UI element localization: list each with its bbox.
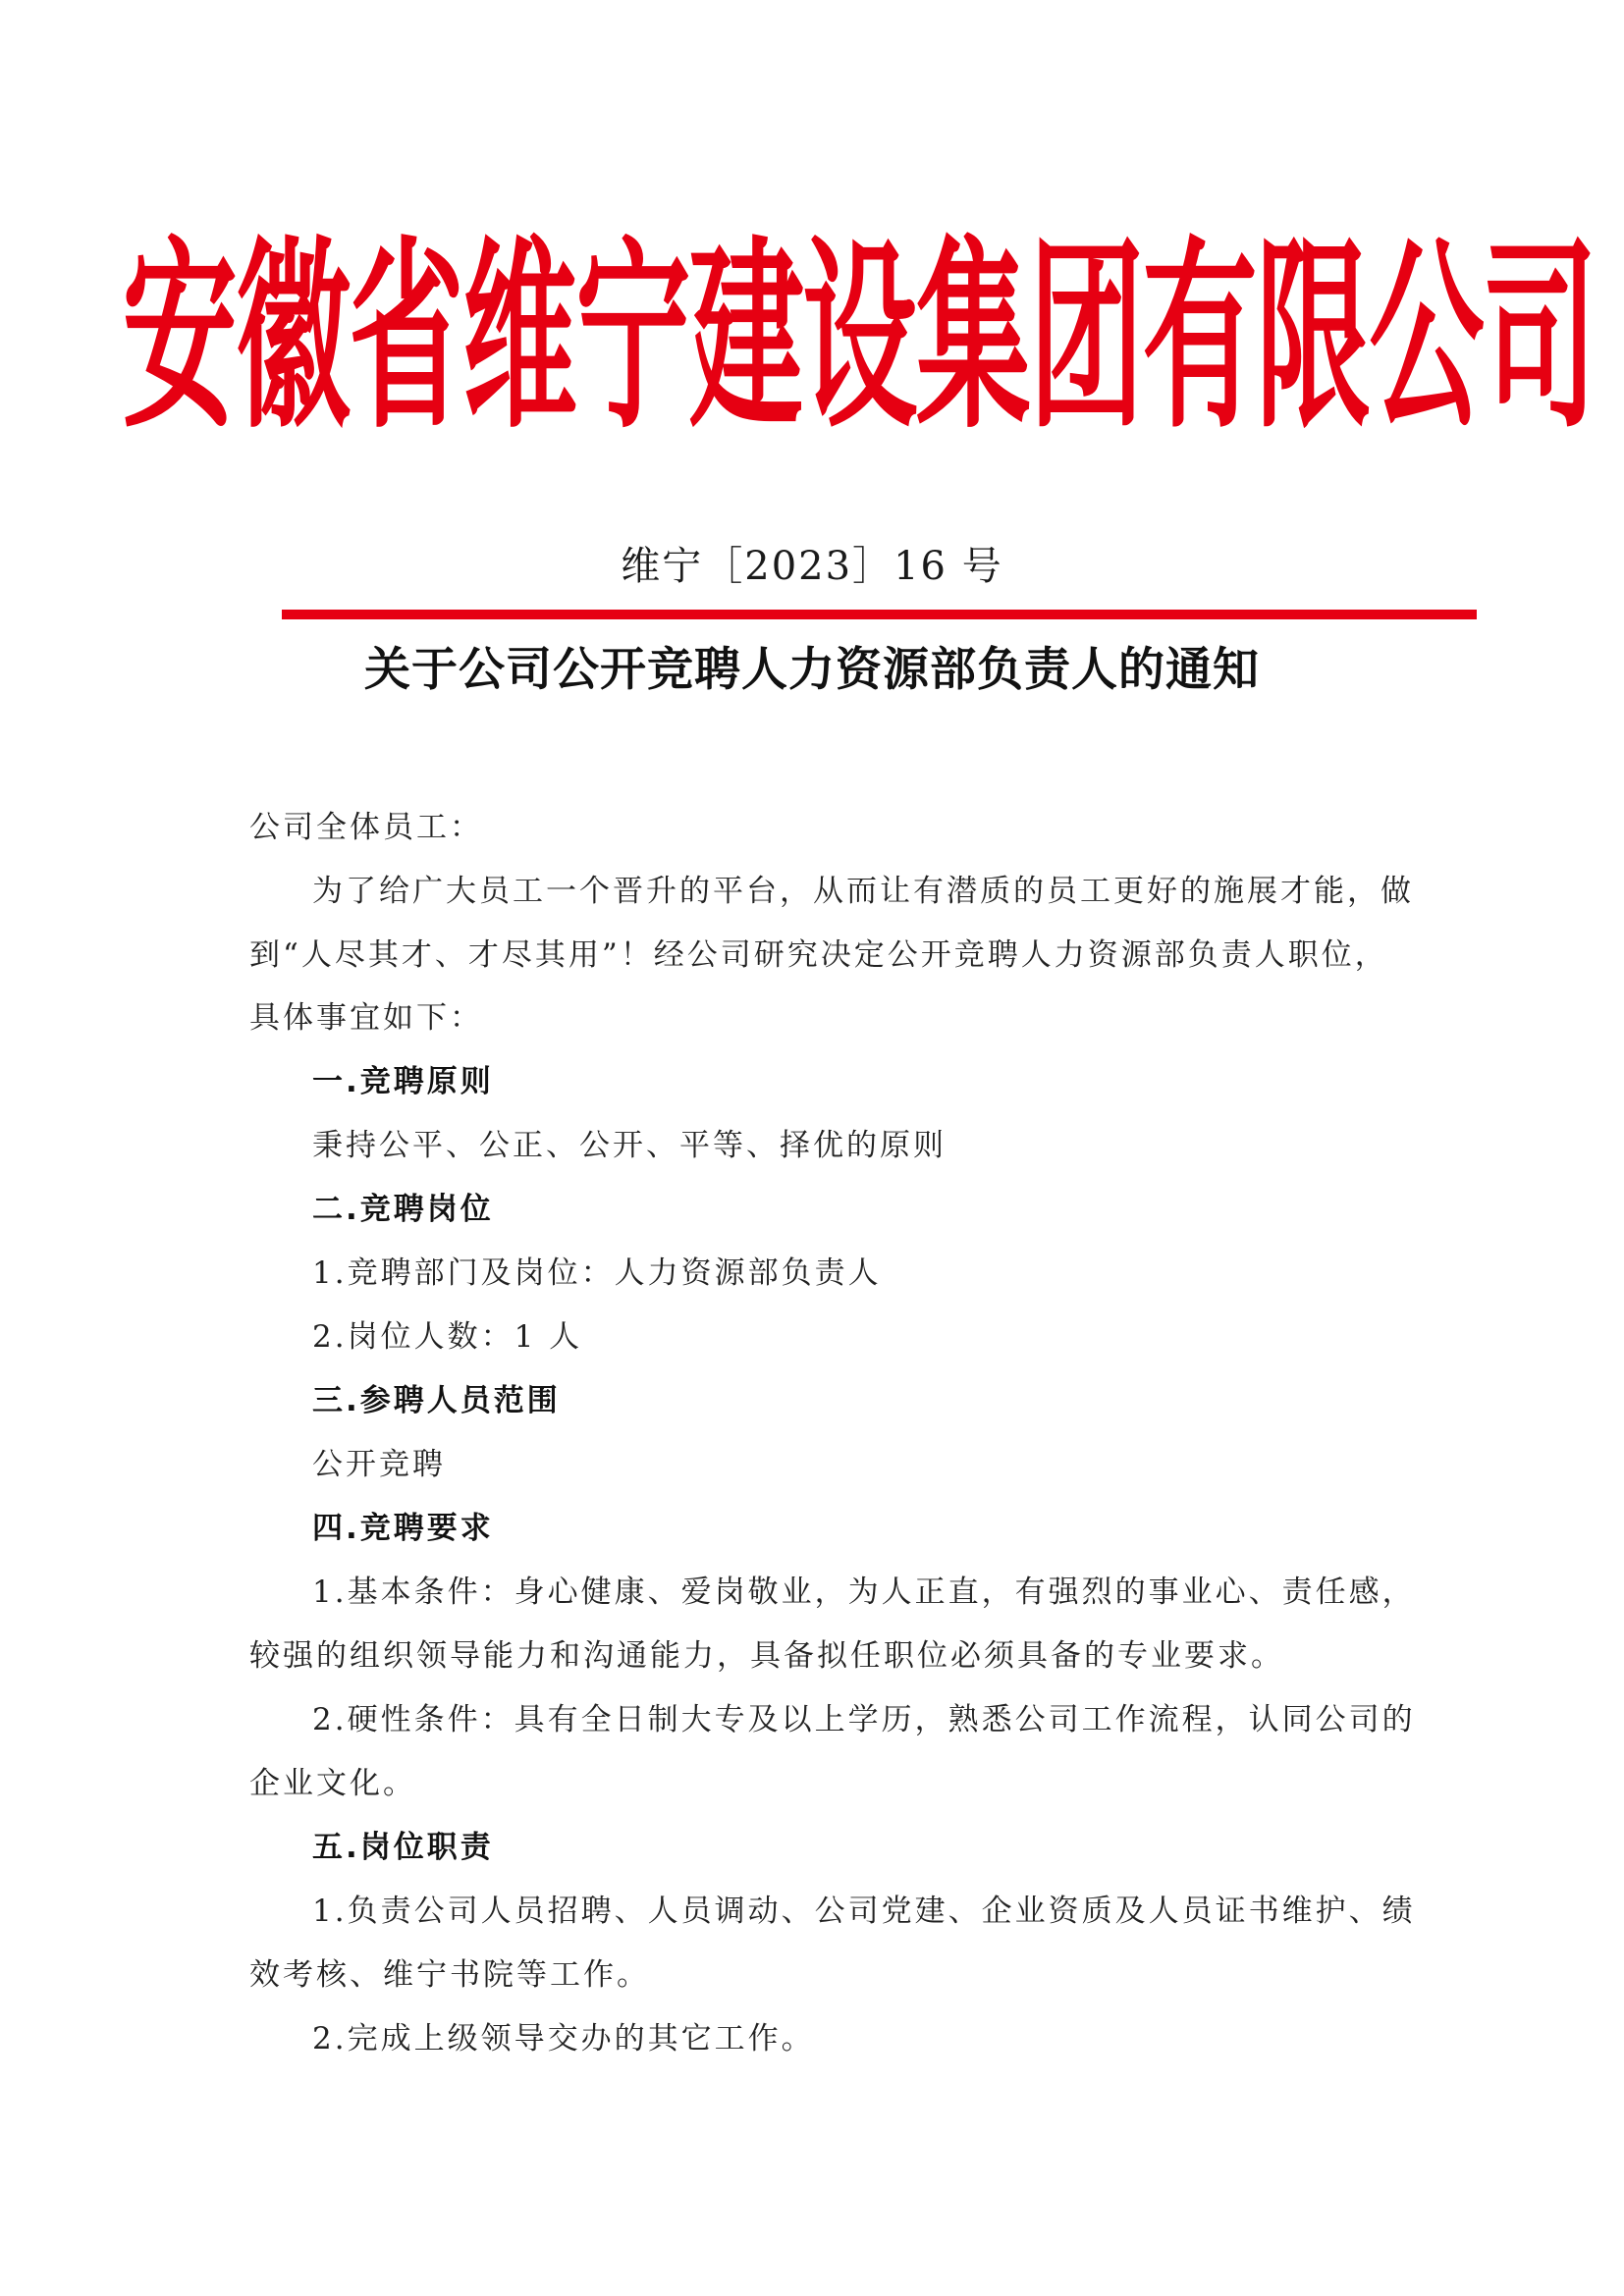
document-title: 关于公司公开竞聘人力资源部负责人的通知 <box>364 643 1260 697</box>
list-item: 1.负责公司人员招聘、人员调动、公司党建、企业资质及人员证书维护、绩 <box>312 1894 1416 1929</box>
document-number: 维宁［2023］16 号 <box>621 544 1003 589</box>
list-item: 1.竞聘部门及岗位：人力资源部负责人 <box>312 1255 882 1291</box>
list-item-continuation: 企业文化。 <box>249 1766 416 1801</box>
section-heading-principles: 一.竞聘原则 <box>312 1064 494 1099</box>
section-text-scope: 公开竞聘 <box>312 1447 446 1482</box>
list-item-continuation: 效考核、维宁书院等工作。 <box>249 1957 650 1993</box>
list-item: 2.岗位人数：1 人 <box>312 1319 583 1355</box>
intro-paragraph-line: 到“人尽其才、才尽其用”！经公司研究决定公开竞聘人力资源部负责人职位， <box>249 937 1388 973</box>
list-item: 1.基本条件：身心健康、爱岗敬业，为人正直，有强烈的事业心、责任感， <box>312 1575 1416 1610</box>
letterhead <box>122 211 1597 466</box>
intro-paragraph-line: 为了给广大员工一个晋升的平台，从而让有潜质的员工更好的施展才能，做 <box>312 874 1414 909</box>
section-heading-duties: 五.岗位职责 <box>312 1830 494 1865</box>
list-item-continuation: 较强的组织领导能力和沟通能力，具备拟任职位必须具备的专业要求。 <box>249 1638 1284 1674</box>
salutation: 公司全体员工： <box>249 810 483 845</box>
section-heading-scope: 三.参聘人员范围 <box>312 1383 561 1418</box>
section-heading-position: 二.竞聘岗位 <box>312 1192 494 1227</box>
red-divider-rule <box>282 610 1477 619</box>
section-text-principles: 秉持公平、公正、公开、平等、择优的原则 <box>312 1128 947 1163</box>
list-item: 2.硬性条件：具有全日制大专及以上学历，熟悉公司工作流程，认同公司的 <box>312 1702 1416 1737</box>
company-masthead: 安徽省维宁建设集团有限公司 <box>122 220 1597 456</box>
section-heading-requirements: 四.竞聘要求 <box>312 1511 494 1546</box>
intro-paragraph-line: 具体事宜如下： <box>249 1000 483 1036</box>
list-item: 2.完成上级领导交办的其它工作。 <box>312 2021 815 2056</box>
